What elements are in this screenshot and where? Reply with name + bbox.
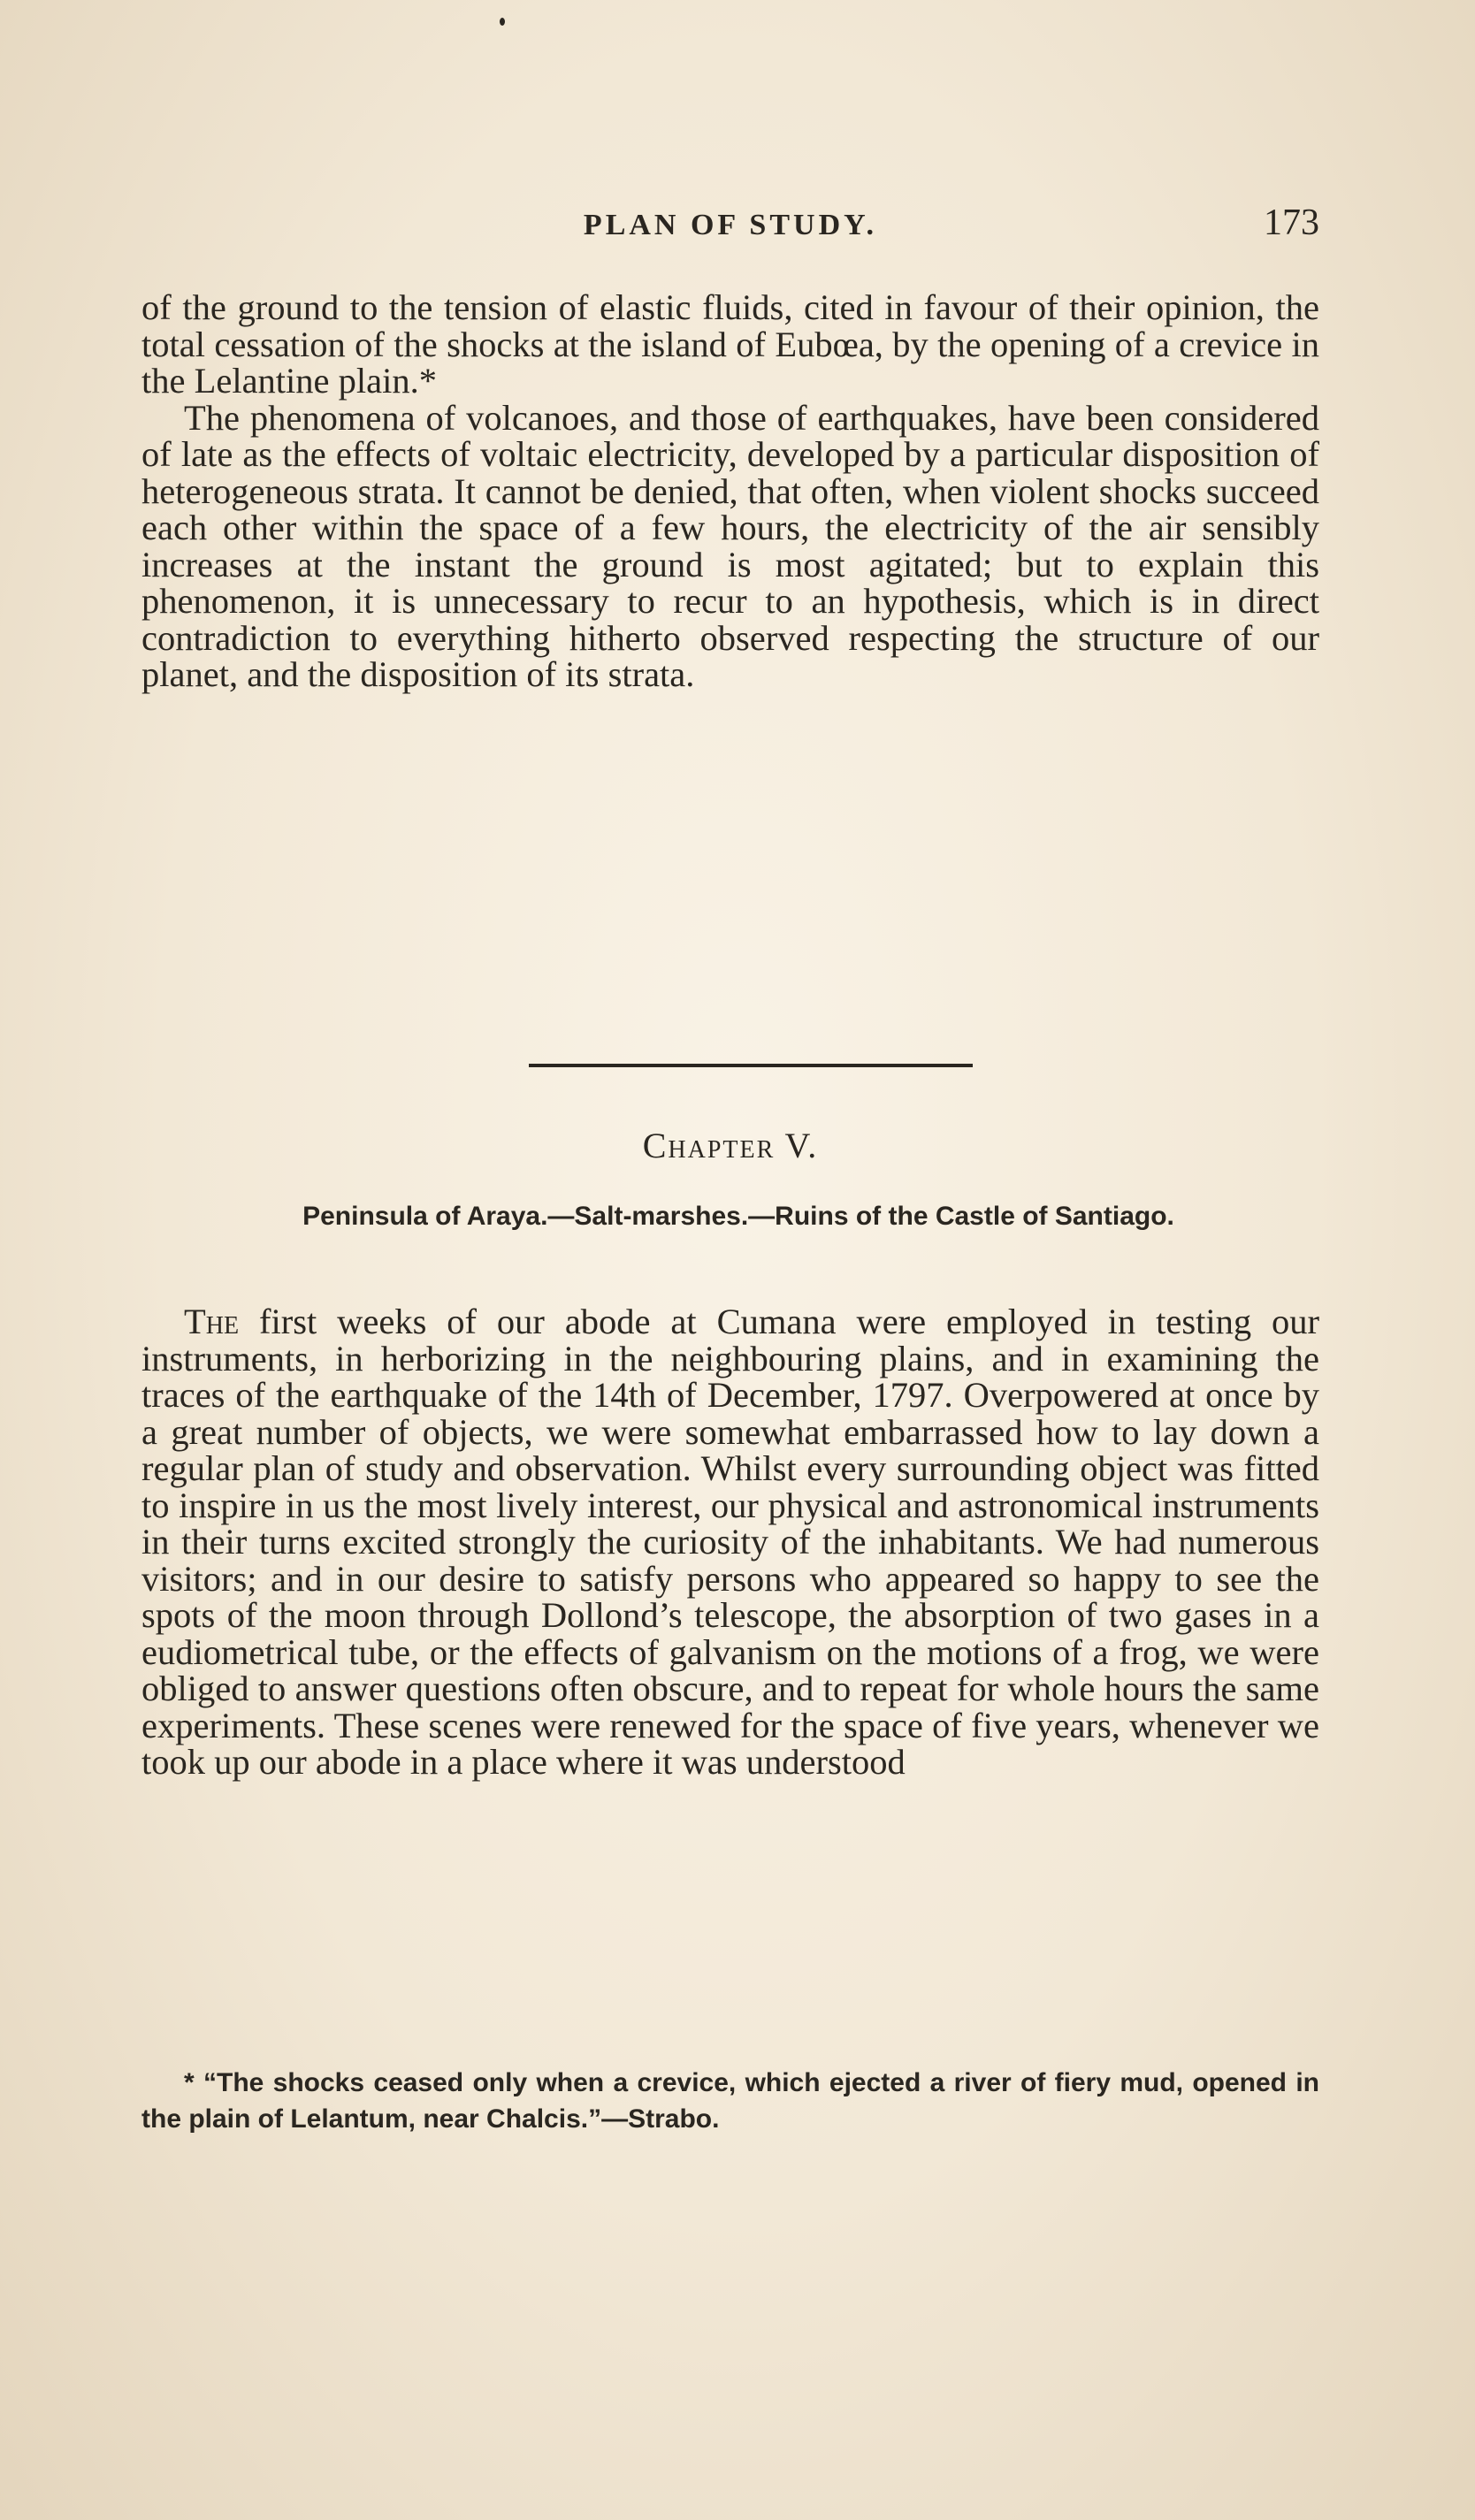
running-head: PLAN OF STUDY.: [583, 209, 878, 241]
chapter-text: [141, 1303, 1319, 1781]
page-number: 173: [1264, 202, 1319, 243]
chapter-summary: Peninsula of Araya.—Salt-marshes.—Ruins of the Castle of Santiago.: [302, 1202, 1174, 1231]
paragraph-cumana: [141, 1303, 1319, 1781]
footnote-text: * “The shocks ceased only when a crevice, which ejected a river of fiery mud, opened in the plain of Lelantum, near Chalcis.”—Strabo.: [141, 2068, 1319, 2134]
lead-word: The: [184, 1302, 240, 1341]
chapter-title: Chapter V.: [642, 1126, 819, 1165]
footnote: [141, 2065, 1319, 2137]
ink-speck: [500, 18, 505, 26]
section-divider: [529, 1064, 973, 1067]
continued-text: [141, 289, 1319, 693]
page-header: [141, 202, 1319, 255]
paragraph-cumana-text: first weeks of our abode at Cumana were employed in testing our instruments, in herborizing in the neighbouring plains, and in examining the traces of the earthquake of the 14th of December, 1797. Overpowered at once by a great number of objects, we were somewhat embarrassed how to lay down a regular plan of study and observation. Whilst every surrounding object was fitted to inspire in us the most lively interest, our physical and astronomical instruments in their turns excited strongly the curiosity of the inhabitants. We had numerous visitors; and in our desire to satisfy persons who appeared so happy to see the spots of the moon through Dollond’s telescope, the absorption of two gases in a eudiometrical tube, or the effects of galvanism on the motions of a frog, we were obliged to answer questions often obscure, and to repeat for whole hours the same experiments. These scenes were renewed for the space of five years, whenever we took up our abode in a place where it was understood: [141, 1302, 1319, 1782]
paragraph-continued: of the ground to the tension of elastic fluids, cited in favour of their opinion, the total cessation of the shocks at the island of Eubœa, by the opening of a crevice in the Lelantine plain.*: [141, 287, 1319, 401]
paragraph-volcanoes: The phenomena of volcanoes, and those of earthquakes, have been considered of late as the effects of voltaic electricity, developed by a particular disposition of heterogeneous strata. It cannot be denied, that often, when violent shocks succeed each other within the space of a few hours, the electricity of the air sensibly increases at the instant the ground is most agitated; but to explain this phenomenon, it is unnecessary to recur to an hypothesis, which is in direct contradiction to everything hitherto observed respecting the structure of our planet, and the disposition of its strata.: [141, 397, 1319, 694]
